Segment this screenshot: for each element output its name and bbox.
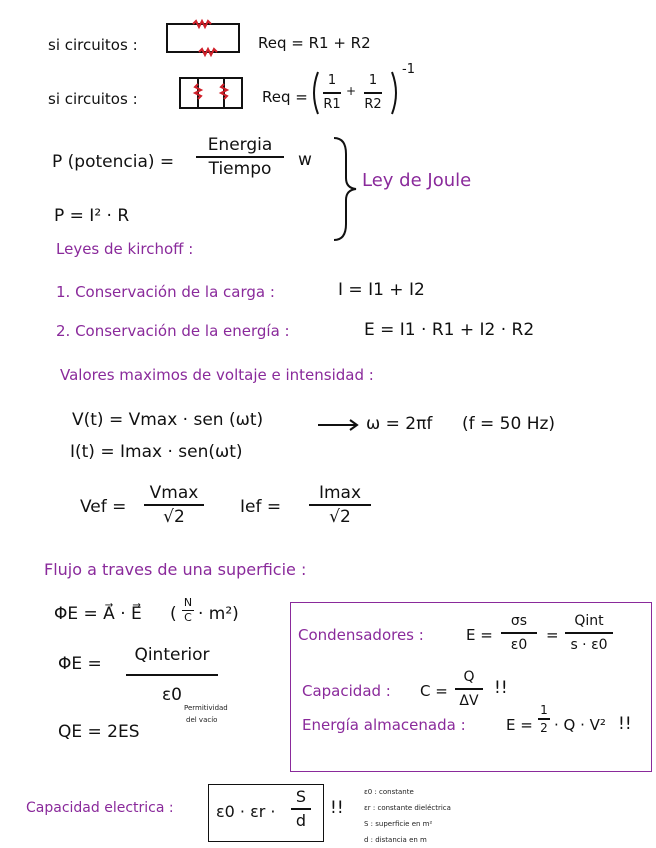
cond-den-1: ε0	[510, 637, 528, 653]
vef-den: √2	[163, 507, 185, 527]
flux-unit-c: C	[184, 611, 192, 624]
parallel-circuit-icon	[178, 76, 248, 112]
flux-unit-rest: · m²)	[198, 604, 239, 624]
parallel-den-2: R2	[364, 97, 382, 112]
power-unit: w	[298, 150, 312, 170]
power-formula: P = I² · R	[54, 206, 130, 226]
cap-eq: C =	[420, 682, 448, 700]
parallel-label: si circuitos :	[48, 90, 138, 108]
parallel-req: Req =	[262, 88, 308, 106]
ief-num: Imax	[318, 483, 362, 503]
ief-den: √2	[329, 507, 351, 527]
flux-unit-open: (	[170, 604, 177, 624]
energy-num: 1	[540, 703, 548, 717]
flux-den: ε0	[161, 685, 182, 705]
flux-title: Flujo a traves de una superficie :	[44, 560, 307, 579]
ief-lhs: Ief =	[240, 497, 282, 517]
cond-fraction-1	[498, 610, 540, 656]
cond-den-2: s · ε0	[570, 637, 608, 653]
cond-label: Condensadores :	[298, 626, 424, 644]
elec-label: Capacidad electrica :	[26, 800, 174, 816]
parallel-frac-2	[360, 70, 386, 116]
max-title: Valores maximos de voltaje e intensidad :	[60, 366, 374, 384]
power-lhs: P (potencia) =	[52, 152, 175, 172]
paren-open-icon	[310, 70, 320, 116]
cond-fraction-2	[562, 610, 616, 656]
arrow-right-icon	[316, 418, 360, 432]
cond-eq: E =	[466, 626, 493, 644]
i-formula: I(t) = Imax · sen(ωt)	[70, 442, 243, 462]
cap-fraction	[452, 666, 486, 712]
paren-close-icon	[390, 70, 400, 116]
elec-fraction	[288, 786, 314, 832]
law2-formula: E = I1 · R1 + I2 · R2	[364, 320, 535, 340]
brace-icon	[330, 134, 360, 244]
parallel-num-2: 1	[368, 73, 378, 88]
cond-eq-2: =	[546, 626, 559, 644]
energy-fraction	[536, 702, 552, 736]
legend-3: S : superficie en m²	[364, 820, 433, 828]
parallel-exponent: -1	[402, 62, 415, 77]
elec-pre: ε0 · εr ·	[216, 802, 276, 821]
flux-formula-3: QE = 2ES	[58, 722, 140, 742]
cond-num-1: σs	[510, 613, 528, 629]
power-num: Energia	[207, 135, 273, 155]
flux-formula-2-lhs: ΦE =	[58, 654, 102, 674]
cap-den: ΔV	[459, 693, 479, 709]
legend-4: d : distancia en m	[364, 836, 427, 844]
flux-unit-n: N	[183, 596, 193, 609]
elec-mark: !!	[330, 798, 344, 818]
energy-mark: !!	[618, 714, 632, 734]
energy-rest: · Q · V²	[554, 716, 606, 734]
legend-1: ε0 : constante	[364, 788, 414, 796]
ief-fraction	[304, 482, 376, 528]
series-circuit-icon	[165, 18, 245, 58]
flux-formula-1: ΦE = A⃗ · E⃗	[54, 604, 142, 624]
vef-fraction	[140, 482, 208, 528]
freq-value: (f = 50 Hz)	[462, 414, 556, 434]
cap-label: Capacidad :	[302, 682, 391, 700]
law1-label: 1. Conservación de la carga :	[56, 283, 275, 301]
cond-num-2: Qint	[574, 613, 604, 629]
parallel-num-1: 1	[327, 73, 337, 88]
power-den: Tiempo	[208, 159, 272, 179]
elec-num: S	[295, 787, 307, 806]
flux-unit-fraction	[180, 596, 196, 625]
legend-2: εr : constante dieléctrica	[364, 804, 451, 812]
parallel-den-1: R1	[323, 97, 341, 112]
joule-label: Ley de Joule	[362, 170, 472, 191]
vef-num: Vmax	[149, 483, 199, 503]
law1-formula: I = I1 + I2	[338, 280, 425, 300]
parallel-frac-1	[320, 70, 344, 116]
parallel-plus: +	[346, 84, 357, 98]
cap-mark: !!	[494, 678, 508, 698]
flux-note-2: del vacío	[186, 716, 218, 724]
cap-num: Q	[463, 669, 475, 685]
kirchhoff-title: Leyes de kirchoff :	[56, 240, 194, 258]
flux-fraction	[124, 644, 220, 706]
v-formula: V(t) = Vmax · sen (ωt)	[72, 410, 264, 430]
omega-formula: ω = 2πf	[366, 414, 433, 434]
vef-lhs: Vef =	[80, 497, 127, 517]
elec-den: d	[295, 811, 307, 830]
law2-label: 2. Conservación de la energía :	[56, 322, 290, 340]
flux-num: Qinterior	[134, 645, 210, 665]
energy-den: 2	[540, 721, 548, 735]
energy-label: Energía almacenada :	[302, 716, 466, 734]
energy-eq: E =	[506, 716, 533, 734]
series-formula: Req = R1 + R2	[258, 34, 371, 52]
power-fraction	[194, 134, 286, 180]
flux-note-1: Permitividad	[184, 704, 228, 712]
series-label: si circuitos :	[48, 36, 138, 54]
